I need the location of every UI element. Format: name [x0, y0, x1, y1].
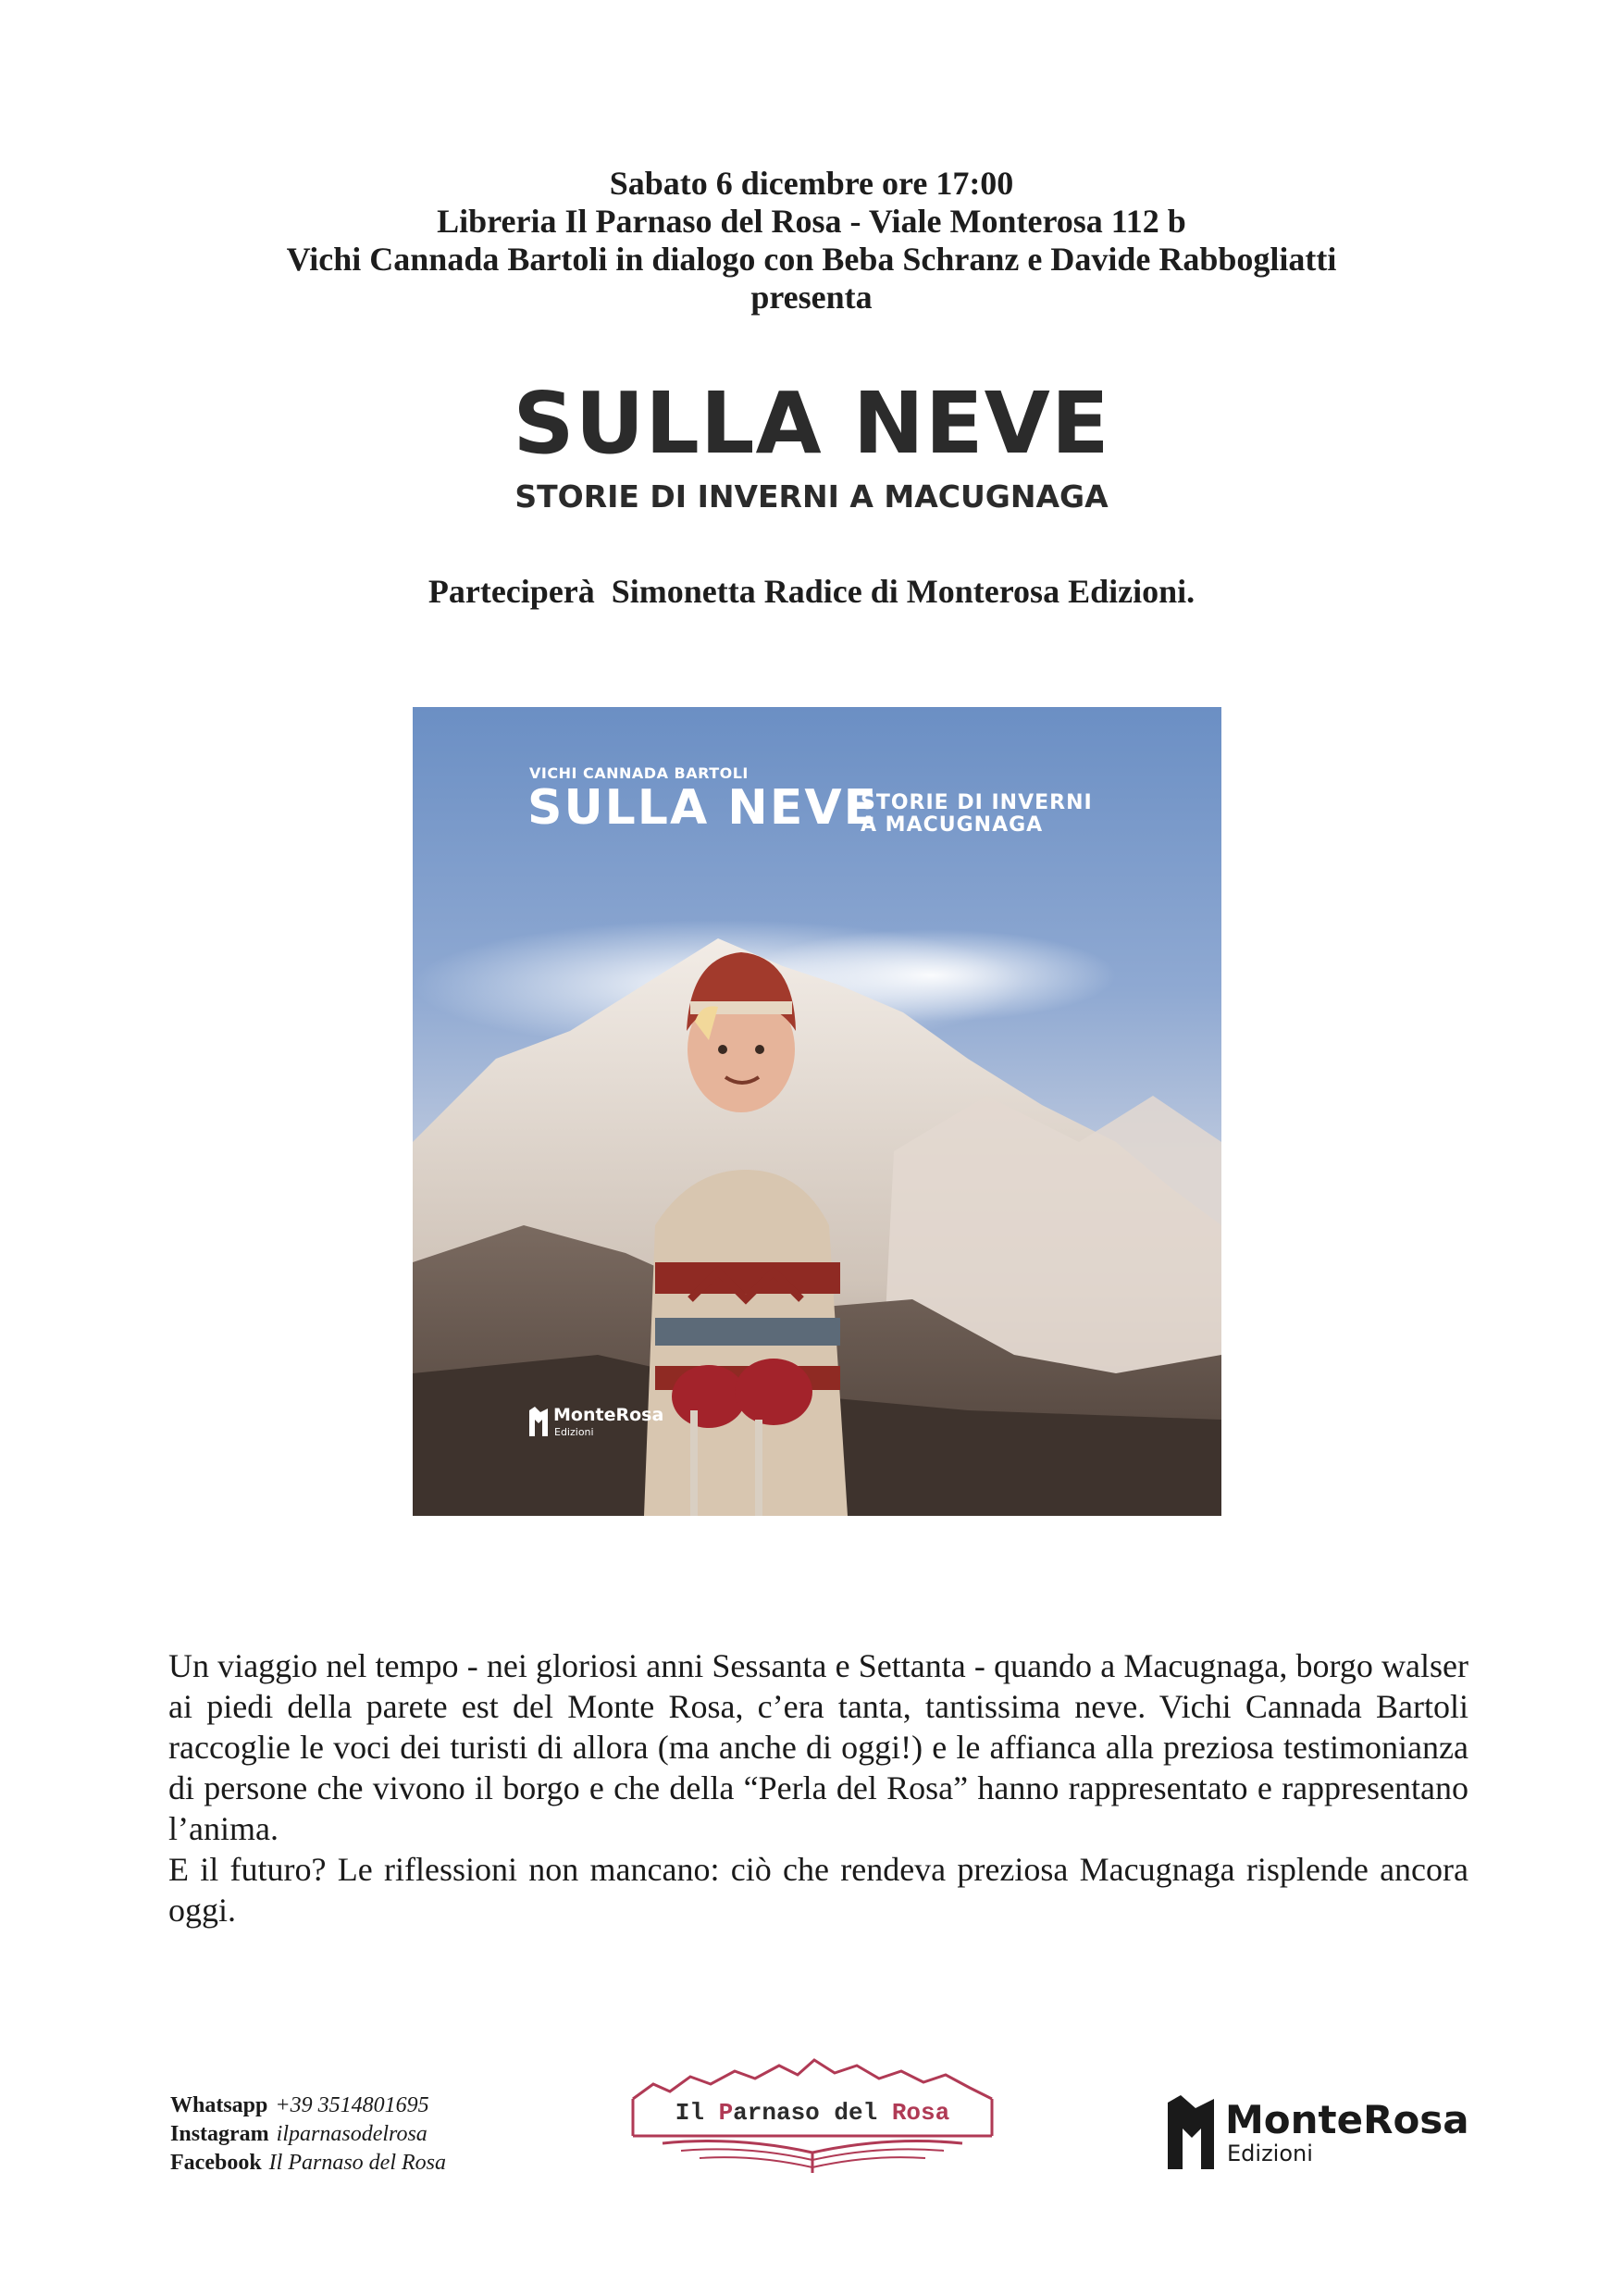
- event-date: Sabato 6 dicembre ore 17:00: [609, 165, 1014, 202]
- event-presents: presenta: [750, 279, 873, 316]
- cover-subtitle-line2: A MACUGNAGA: [861, 813, 1044, 837]
- book-cover: [413, 707, 1221, 1516]
- bookshop-name-accent: Rosa: [891, 2099, 950, 2127]
- bookshop-name: [626, 2099, 999, 2127]
- event-location: Libreria Il Parnaso del Rosa - Viale Monterosa 112 b: [437, 203, 1186, 240]
- participant-line: Parteciperà Simonetta Radice di Monterosa Edizioni.: [427, 573, 1196, 610]
- cover-subtitle: [861, 792, 1093, 837]
- publisher-sub: Edizioni: [1227, 2141, 1313, 2166]
- description-paragraph: E il futuro? Le riflessioni non mancano: ciò che rendeva preziosa Macugnaga risplende ancora oggi.: [168, 1851, 1468, 1929]
- cover-publisher-logo: [529, 1405, 664, 1438]
- book-title: SULLA NEVE: [513, 374, 1110, 473]
- bookshop-name-accent: P: [718, 2099, 734, 2127]
- book-subtitle: STORIE DI INVERNI A MACUGNAGA: [514, 478, 1109, 515]
- contacts: [170, 2091, 446, 2178]
- description-paragraph: Un viaggio nel tempo - nei gloriosi anni Sessanta e Settanta - quando a Macugnaga, borgo walser ai piedi della parete est del Monte Rosa, c’era tanta, tantissima neve. Vichi Cannada Bartoli raccoglie le voci dei turisti di allora (ma anche di oggi!) e le affianca alla preziosa testimonianza di persone che vivono il borgo e che della “Perla del Rosa” hanno rappresentato e rappresentano l’anima.: [168, 1647, 1468, 1847]
- mountain-peak-icon: [1168, 2095, 1214, 2169]
- contact-label: Whatsapp: [170, 2093, 268, 2117]
- contact-value: ilparnasodelrosa: [276, 2122, 427, 2146]
- cover-publisher-sub: Edizioni: [554, 1426, 594, 1438]
- event-header: [0, 165, 1623, 316]
- mountain-logo-icon: [529, 1407, 548, 1436]
- publisher-logo: [1168, 2090, 1482, 2173]
- contact-label: Facebook: [170, 2151, 262, 2175]
- cover-author: VICHI CANNADA BARTOLI: [529, 764, 749, 782]
- contact-label: Instagram: [170, 2122, 269, 2146]
- contact-value: Il Parnaso del Rosa: [268, 2151, 446, 2175]
- contact-facebook: [170, 2149, 446, 2178]
- cover-title: SULLA NEVE: [527, 780, 879, 836]
- bookshop-name-part: Il: [675, 2099, 719, 2127]
- contact-value: +39 3514801695: [275, 2093, 429, 2117]
- contact-instagram: [170, 2120, 446, 2149]
- cover-publisher-name: MonteRosa: [553, 1405, 664, 1425]
- contact-whatsapp: [170, 2091, 446, 2120]
- cover-subtitle-line1: STORIE DI INVERNI: [861, 791, 1093, 814]
- event-speakers: Vichi Cannada Bartoli in dialogo con Beba Schranz e Davide Rabbogliatti: [286, 241, 1337, 278]
- bookshop-logo: [626, 2056, 999, 2177]
- publisher-name: MonteRosa: [1225, 2097, 1469, 2142]
- bookshop-name-part: arnaso del: [733, 2099, 892, 2127]
- book-description: [168, 1645, 1468, 1930]
